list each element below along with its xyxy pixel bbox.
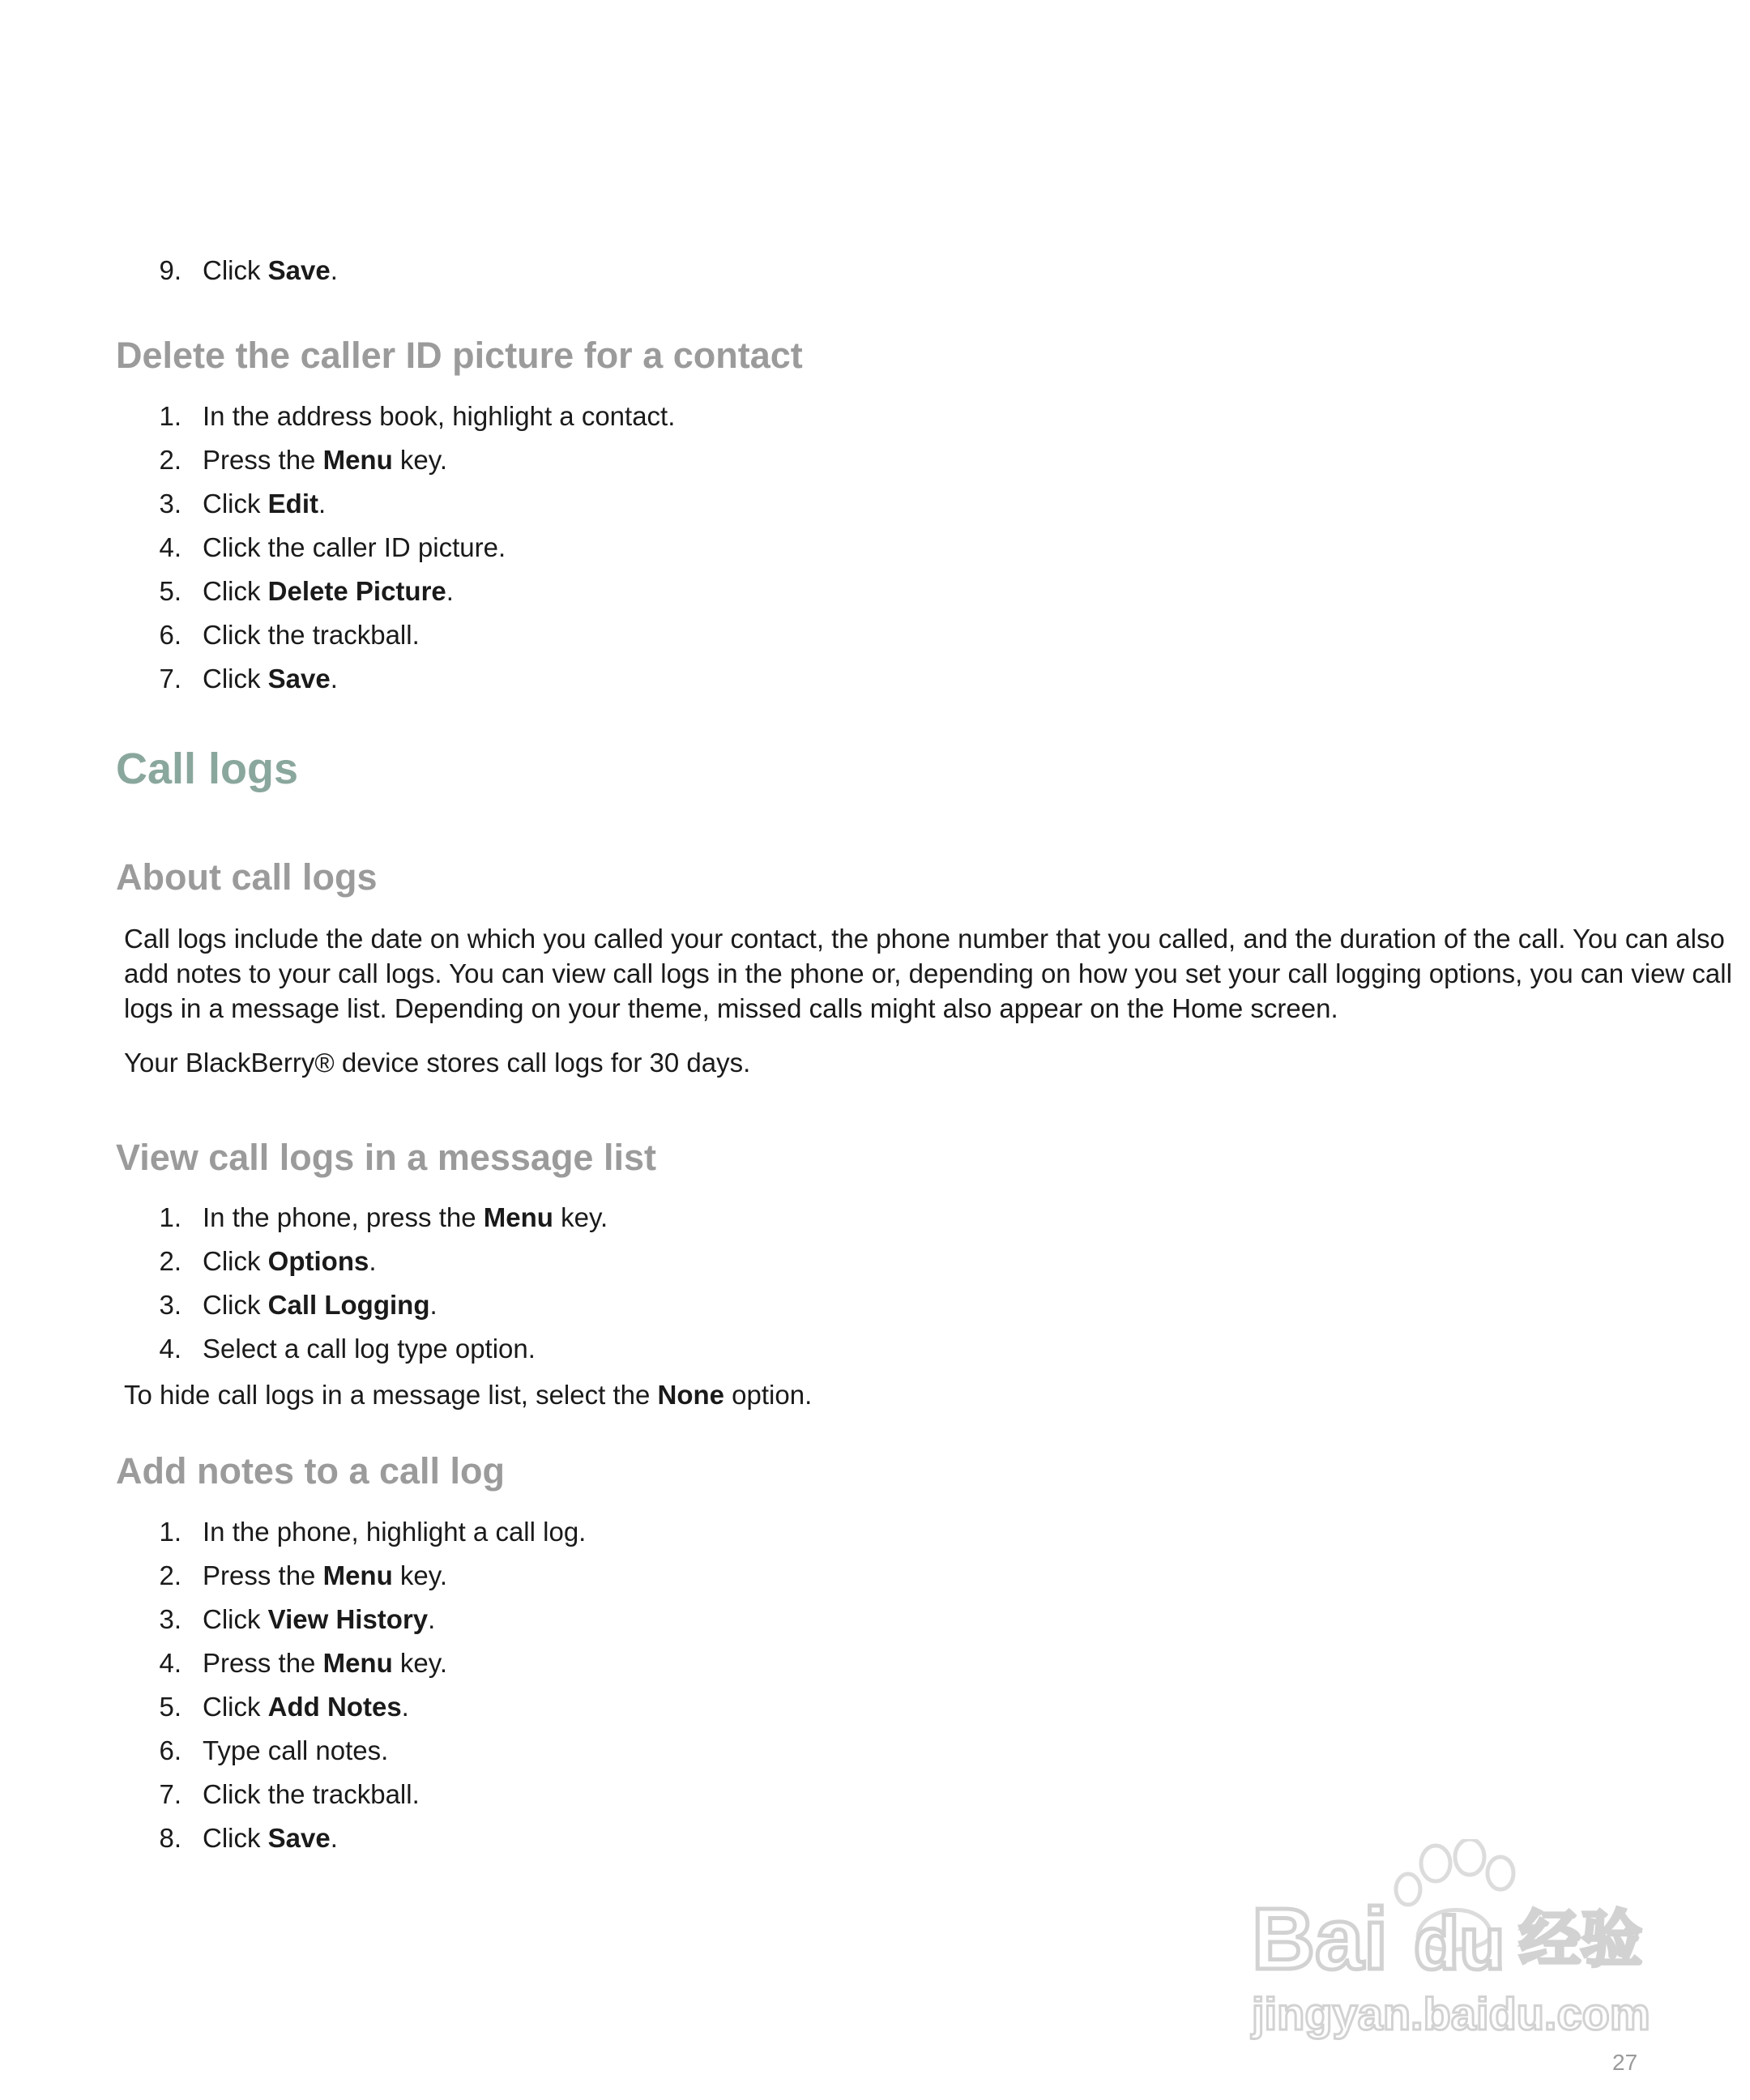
step-number: 2.	[159, 1560, 181, 1590]
list-item	[0, 1327, 1620, 1371]
section-heading-delete-picture: Delete the caller ID picture for a contact	[116, 335, 803, 376]
step-number: 7.	[159, 664, 181, 694]
step-number: 5.	[159, 1692, 181, 1722]
list-item	[0, 438, 1620, 482]
list-item	[0, 1283, 1620, 1327]
step-text: Click Call Logging.	[203, 1290, 438, 1320]
list-item	[0, 249, 1620, 292]
step-text: Click Delete Picture.	[203, 576, 454, 606]
step-text: Type call notes.	[203, 1735, 389, 1765]
paragraph-line: Call logs include the date on which you called your contact, the phone number that you called, and the duration of the call. You can also	[124, 924, 1725, 954]
step-number: 2.	[159, 445, 181, 475]
baidu-watermark	[1248, 1839, 1669, 2050]
list-item	[0, 1685, 1620, 1729]
storage-note: Your BlackBerry® device stores call logs for 30 days.	[124, 1048, 751, 1078]
step-number: 4.	[159, 532, 181, 562]
step-text: Press the Menu key.	[203, 1648, 447, 1678]
step-text: Select a call log type option.	[203, 1334, 536, 1364]
step-text: Click Edit.	[203, 489, 327, 519]
step-number: 3.	[159, 1604, 181, 1634]
section-heading-view-logs: View call logs in a message list	[116, 1137, 656, 1178]
step-number: 6.	[159, 620, 181, 650]
step-text: Click Save.	[203, 255, 338, 285]
jingyan-logo-text: 经验	[1519, 1903, 1642, 1975]
step-number: 8.	[159, 1823, 181, 1853]
chapter-title: Call logs	[116, 745, 299, 793]
list-item	[0, 1729, 1620, 1773]
step-text: Click Save.	[203, 664, 338, 694]
list-item	[0, 526, 1620, 570]
step-number: 4.	[159, 1648, 181, 1678]
step-text: Click the trackball.	[203, 1779, 420, 1809]
step-text: Click Save.	[203, 1823, 338, 1853]
page-number: 27	[1612, 2050, 1638, 2075]
step-text: In the phone, press the Menu key.	[203, 1202, 608, 1232]
list-item	[0, 1598, 1620, 1641]
section-heading-about: About call logs	[116, 856, 378, 898]
baidu-logo-text: Bai	[1252, 1889, 1389, 1987]
list-item	[0, 482, 1620, 526]
step-number: 1.	[159, 1202, 181, 1232]
list-item	[0, 1773, 1620, 1816]
section-heading-add-notes: Add notes to a call log	[116, 1450, 506, 1492]
step-number: 3.	[159, 489, 181, 519]
step-number: 6.	[159, 1735, 181, 1765]
about-paragraph	[124, 921, 1732, 1026]
paragraph-line: logs in a message list. Depending on your theme, missed calls might also appear on the Home screen.	[124, 993, 1338, 1023]
step-number: 7.	[159, 1779, 181, 1809]
list-item	[0, 1641, 1620, 1685]
step-number: 1.	[159, 1517, 181, 1547]
step-text: Click the trackball.	[203, 620, 420, 650]
step-text: In the address book, highlight a contact.	[203, 401, 676, 431]
list-item	[0, 657, 1620, 701]
paragraph-line: add notes to your call logs. You can view call logs in the phone or, depending on how you set your call logging options, you can view call	[124, 958, 1732, 988]
hide-logs-note: To hide call logs in a message list, select the None option.	[124, 1380, 813, 1410]
step-text: Click Add Notes.	[203, 1692, 409, 1722]
step-number: 9.	[159, 255, 181, 285]
list-item	[0, 1196, 1620, 1240]
step-number: 5.	[159, 576, 181, 606]
list-item	[0, 395, 1620, 438]
step-text: Press the Menu key.	[203, 445, 447, 475]
step-number: 1.	[159, 401, 181, 431]
step-text: Click View History.	[203, 1604, 436, 1634]
list-item	[0, 1240, 1620, 1283]
list-item	[0, 1554, 1620, 1598]
svg-text:du: du	[1414, 1902, 1505, 1985]
step-number: 4.	[159, 1334, 181, 1364]
step-number: 3.	[159, 1290, 181, 1320]
step-text: Press the Menu key.	[203, 1560, 447, 1590]
step-text: Click Options.	[203, 1246, 377, 1276]
watermark-url: jingyan.baidu.com	[1252, 1988, 1650, 2039]
step-text: Click the caller ID picture.	[203, 532, 506, 562]
list-item	[0, 613, 1620, 657]
step-text: In the phone, highlight a call log.	[203, 1517, 587, 1547]
step-number: 2.	[159, 1246, 181, 1276]
list-item	[0, 1510, 1620, 1554]
list-item	[0, 570, 1620, 613]
